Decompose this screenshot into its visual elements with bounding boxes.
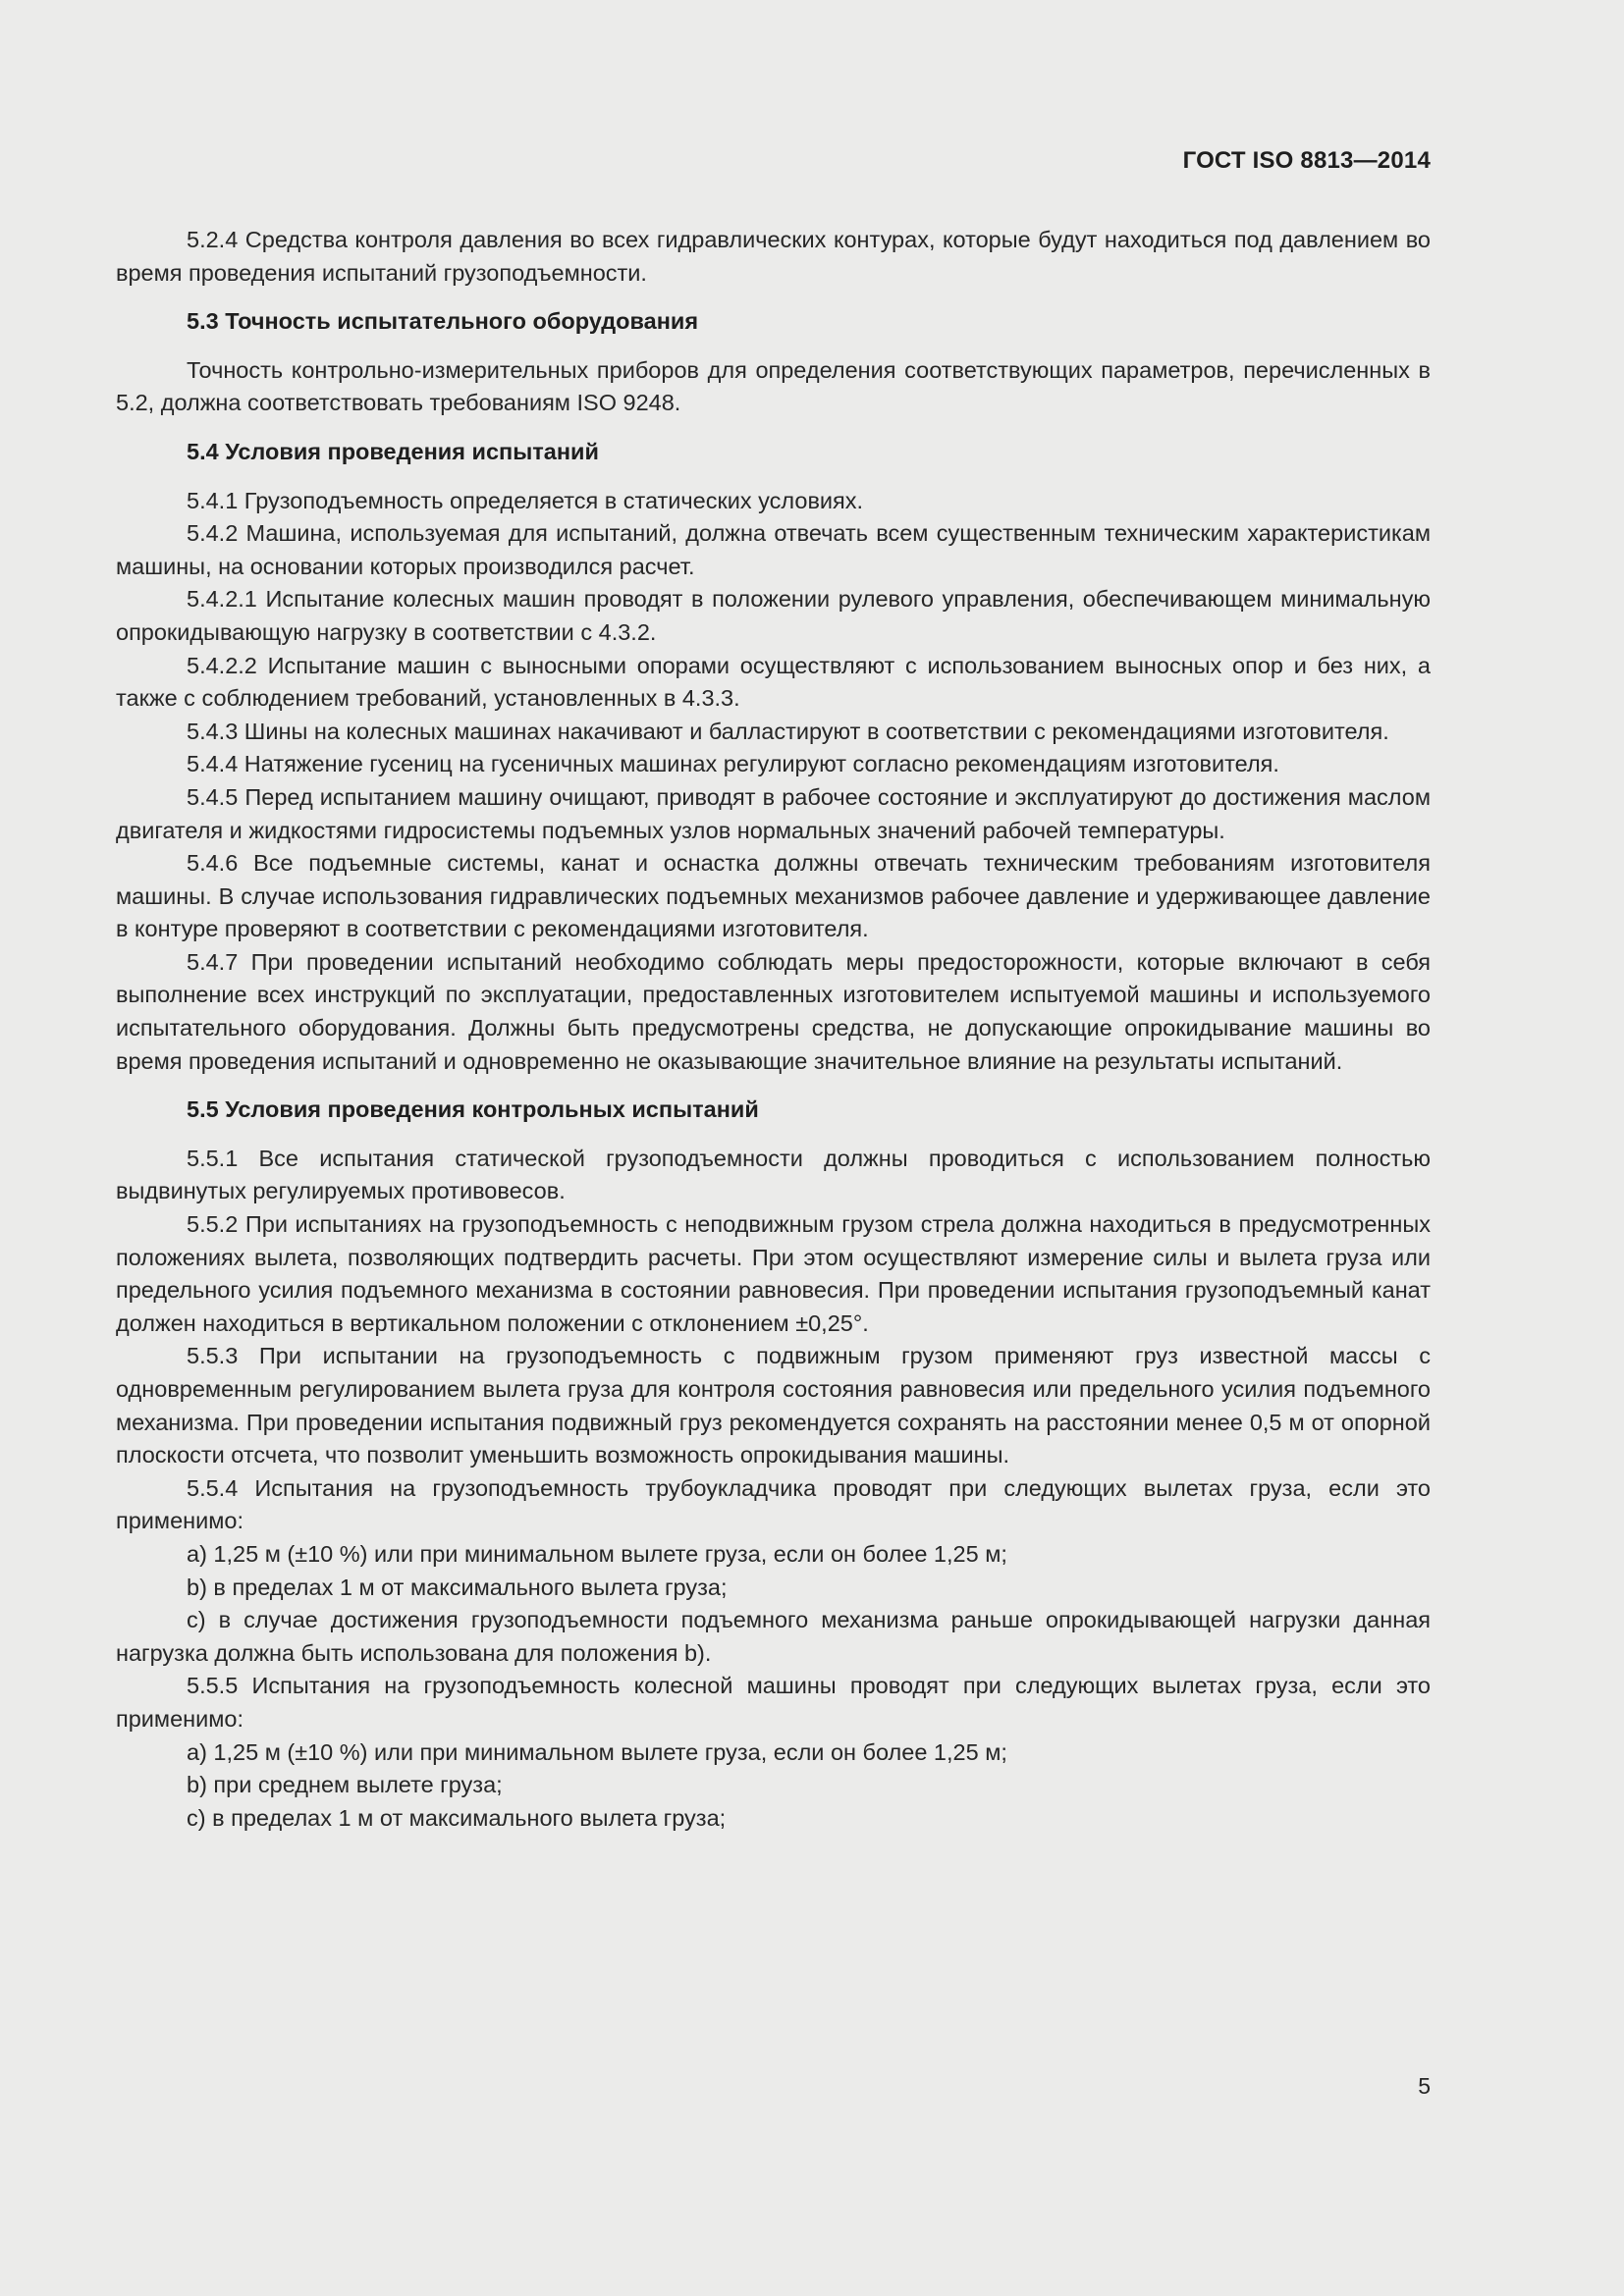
- list-item-5-5-4-c: c) в случае достижения грузоподъемности подъемного механизма раньше опрокидывающей нагрузки данная нагрузка должна быть использована для положения b).: [116, 1607, 1431, 1666]
- list-item-5-5-5-a: a) 1,25 м (±10 %) или при минимальном вылете груза, если он более 1,25 м;: [187, 1738, 1007, 1765]
- document-id-header: ГОСТ ISO 8813—2014: [1182, 147, 1431, 174]
- paragraph-5-5-5: 5.5.5 Испытания на грузоподъемность колесной машины проводят при следующих вылетах груза, если это применимо:: [116, 1673, 1431, 1732]
- section-heading-5-3: 5.3 Точность испытательного оборудования: [187, 308, 699, 335]
- paragraph-5-5-1: 5.5.1 Все испытания статической грузоподъемности должны проводиться с использованием полностью выдвинутых регулируемых противовесов.: [116, 1145, 1431, 1204]
- paragraph-5-4-1: 5.4.1 Грузоподъемность определяется в статических условиях.: [187, 487, 864, 513]
- paragraph-5-4-4: 5.4.4 Натяжение гусениц на гусеничных машинах регулируют согласно рекомендациям изготовителя.: [187, 751, 1279, 777]
- paragraph-5-4-6: 5.4.6 Все подъемные системы, канат и оснастка должны отвечать техническим требованиям изготовителя машины. В случае использования гидравлических подъемных механизмов рабочее давление и удерживающее давление в контуре проверяют в соответствии с рекомендациями изготовителя.: [116, 850, 1431, 942]
- paragraph-5-4-2-1: 5.4.2.1 Испытание колесных машин проводят в положении рулевого управления, обеспечивающем минимальную опрокидывающую нагрузку в соответствии с 4.3.2.: [116, 586, 1431, 645]
- paragraph-5-2-4: 5.2.4 Средства контроля давления во всех гидравлических контурах, которые будут находиться под давлением во время проведения испытаний грузоподъемности.: [116, 227, 1431, 286]
- paragraph-5-4-3: 5.4.3 Шины на колесных машинах накачивают и балластируют в соответствии с рекомендациями изготовителя.: [187, 718, 1389, 744]
- list-item-5-5-5-b: b) при среднем вылете груза;: [187, 1772, 503, 1798]
- list-item-5-5-5-c: c) в пределах 1 м от максимального вылета груза;: [187, 1804, 727, 1831]
- page-number: 5: [1418, 2073, 1431, 2099]
- paragraph-5-5-2: 5.5.2 При испытаниях на грузоподъемность с неподвижным грузом стрела должна находиться в предусмотренных положениях вылета, позволяющих подтвердить расчеты. При этом осуществляют измерение силы и вылета груза или предельного усилия подъемного механизма в состоянии равновесия. При проведении испытания грузоподъемный канат должен находиться в вертикальном положении с отклонением ±0,25°.: [116, 1211, 1431, 1336]
- list-item-5-5-4-b: b) в пределах 1 м от максимального вылета груза;: [187, 1574, 728, 1600]
- paragraph-5-5-4: 5.5.4 Испытания на грузоподъемность трубоукладчика проводят при следующих вылетах груза, если это применимо:: [116, 1474, 1431, 1534]
- paragraph-5-4-5: 5.4.5 Перед испытанием машину очищают, приводят в рабочее состояние и эксплуатируют до достижения маслом двигателя и жидкостями гидросистемы подъемных узлов нормальных значений рабочей температуры.: [116, 783, 1431, 843]
- paragraph-5-4-2: 5.4.2 Машина, используемая для испытаний, должна отвечать всем существенным техническим характеристикам машины, на основании которых производился расчет.: [116, 520, 1431, 579]
- paragraph-5-5-3: 5.5.3 При испытании на грузоподъемность с подвижным грузом применяют груз известной массы с одновременным регулированием вылета груза для контроля состояния равновесия или предельного усилия подъемного механизма. При проведении испытания подвижный груз рекомендуется сохранять на расстоянии менее 0,5 м от опорной плоскости отсчета, что позволит уменьшить возможность опрокидывания машины.: [116, 1343, 1431, 1468]
- section-heading-5-4: 5.4 Условия проведения испытаний: [187, 438, 599, 464]
- paragraph-5-4-2-2: 5.4.2.2 Испытание машин с выносными опорами осуществляют с использованием выносных опор и без них, а также с соблюдением требований, установленных в 4.3.3.: [116, 652, 1431, 712]
- section-heading-5-5: 5.5 Условия проведения контрольных испытаний: [187, 1096, 759, 1123]
- paragraph-5-4-7: 5.4.7 При проведении испытаний необходимо соблюдать меры предосторожности, которые включают в себя выполнение всех инструкций по эксплуатации, предоставленных изготовителем испытуемой машины и используемого испытательного оборудования. Должны быть предусмотрены средства, не допускающие опрокидывание машины во время проведения испытаний и одновременно не оказывающие значительное влияние на результаты испытаний.: [116, 948, 1431, 1074]
- paragraph-5-3: Точность контрольно-измерительных приборов для определения соответствующих параметров, перечисленных в 5.2, должна соответствовать требованиям ISO 9248.: [116, 356, 1431, 416]
- document-body: [116, 224, 1431, 1835]
- list-item-5-5-4-a: a) 1,25 м (±10 %) или при минимальном вылете груза, если он более 1,25 м;: [187, 1540, 1007, 1567]
